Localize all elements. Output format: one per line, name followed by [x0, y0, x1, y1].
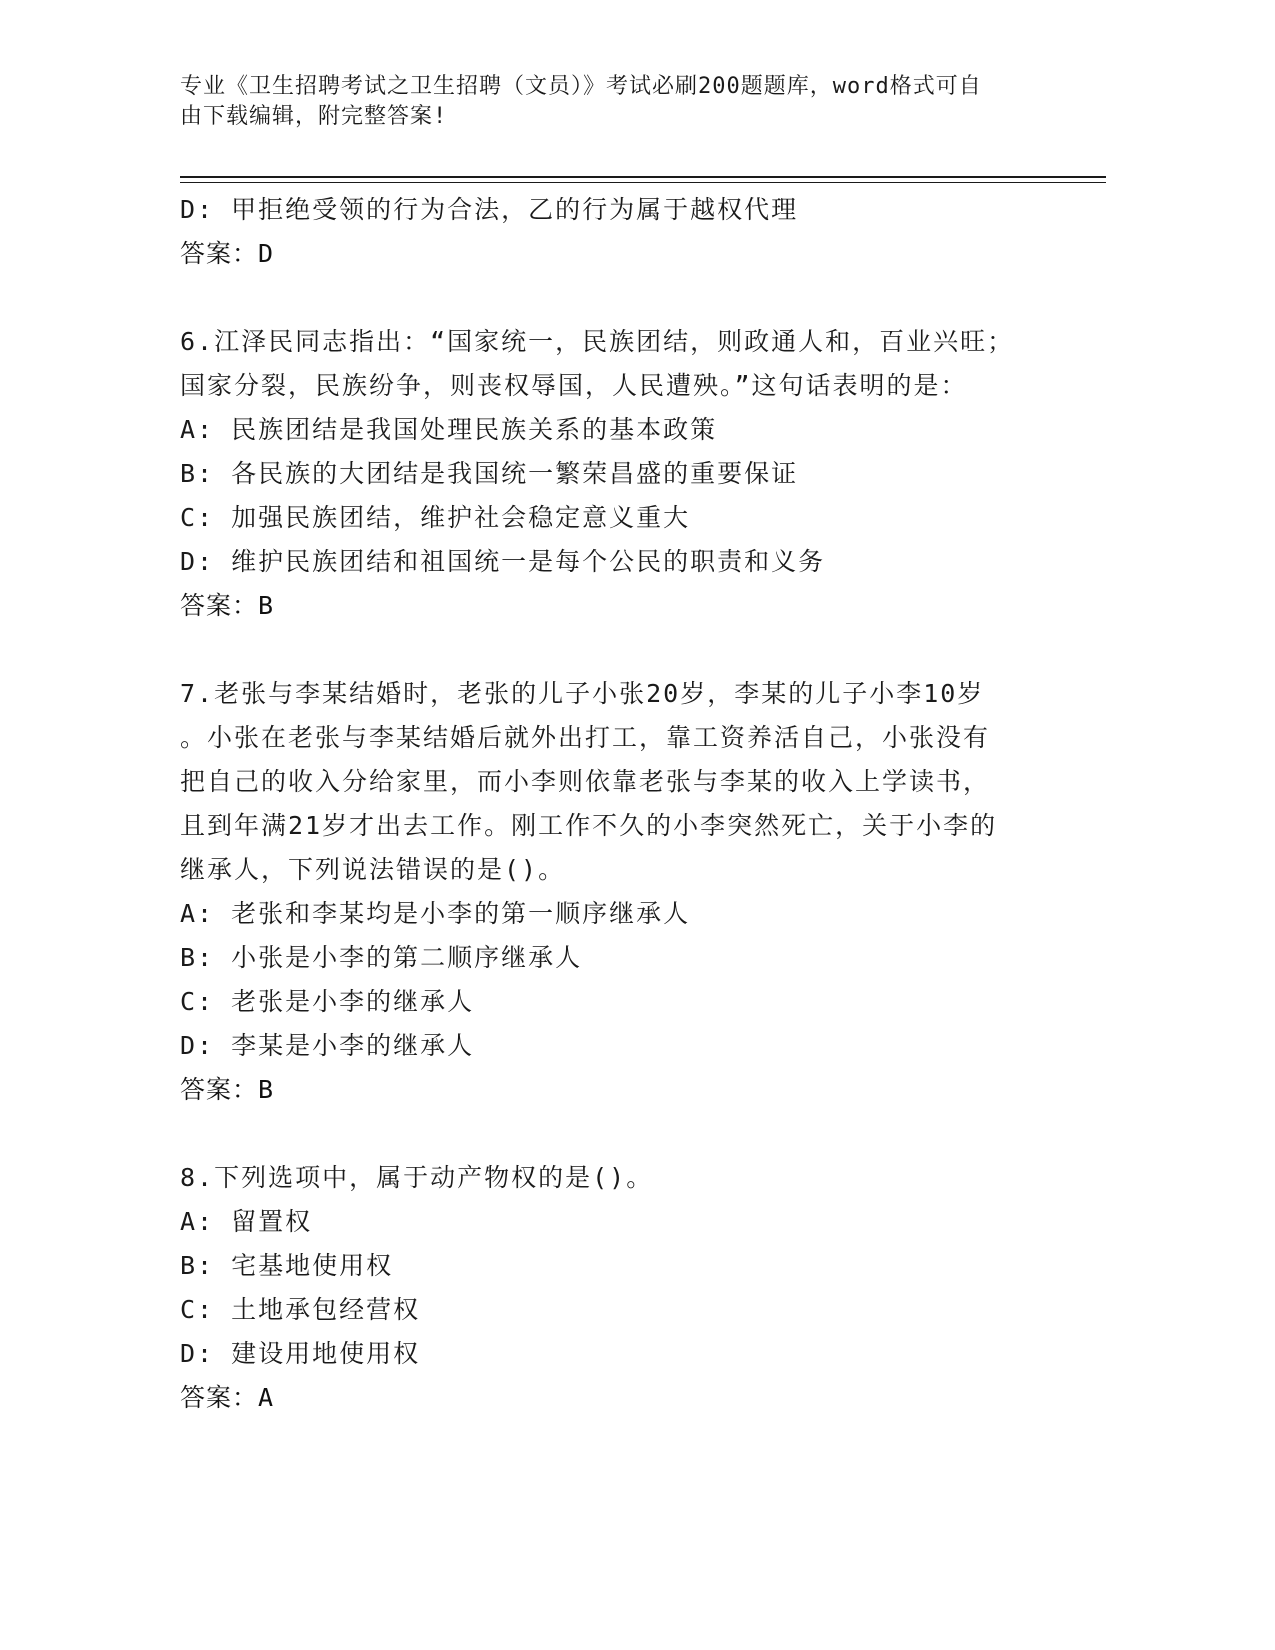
document-header — [180, 72, 1040, 132]
answer-line — [180, 1376, 1040, 1420]
answer-value: A — [258, 1383, 275, 1412]
option-c: C: 土地承包经营权 — [180, 1295, 421, 1324]
option-d: D: 维护民族团结和祖国统一是每个公民的职责和义务 — [180, 547, 826, 576]
question-text-line: 8.下列选项中，属于动产物权的是()。 — [180, 1163, 654, 1192]
option-b: B: 小张是小李的第二顺序继承人 — [180, 943, 583, 972]
question-text — [180, 1156, 1030, 1200]
option-b: B: 各民族的大团结是我国统一繁荣昌盛的重要保证 — [180, 459, 799, 488]
answer-value: D — [258, 239, 275, 268]
question-text-line: 。小张在老张与李某结婚后就外出打工，靠工资养活自己，小张没有 — [180, 723, 991, 752]
option-a: A: 民族团结是我国处理民族关系的基本政策 — [180, 415, 718, 444]
question-8 — [180, 1156, 1040, 1420]
question-text-line: 把自己的收入分给家里，而小李则依靠老张与李某的收入上学读书， — [180, 767, 991, 796]
question-text-line: 7.老张与李某结婚时，老张的儿子小张20岁，李某的儿子小李10岁 — [180, 679, 985, 708]
answer-line — [180, 1068, 1040, 1112]
answer-line — [180, 584, 1040, 628]
question-text — [180, 320, 1030, 408]
option-d: D: 甲拒绝受领的行为合法，乙的行为属于越权代理 — [180, 195, 799, 224]
option-a: A: 老张和李某均是小李的第一顺序继承人 — [180, 899, 691, 928]
question-text-line: 国家分裂，民族纷争，则丧权辱国，人民遭殃。”这句话表明的是： — [180, 371, 968, 400]
option-b: B: 宅基地使用权 — [180, 1251, 394, 1280]
answer-value: B — [258, 591, 275, 620]
option-a: A: 留置权 — [180, 1207, 313, 1236]
option-c: C: 老张是小李的继承人 — [180, 987, 475, 1016]
question-text-line: 6.江泽民同志指出：“国家统一，民族团结，则政通人和，百业兴旺； — [180, 327, 1015, 356]
question-list — [180, 188, 1040, 1420]
question-text — [180, 672, 1030, 892]
answer-label: 答案： — [180, 1075, 259, 1104]
answer-label: 答案： — [180, 1383, 259, 1412]
option-d: D: 建设用地使用权 — [180, 1339, 421, 1368]
header-title-line-1: 专业《卫生招聘考试之卫生招聘（文员）》考试必刷200题题库，word格式可自 — [180, 74, 982, 99]
answer-line — [180, 232, 1040, 276]
header-title-line-2: 由下载编辑，附完整答案! — [180, 104, 448, 129]
header-divider-thin — [180, 182, 1106, 183]
answer-label: 答案： — [180, 239, 259, 268]
question-7 — [180, 672, 1040, 1112]
question-text-line: 且到年满21岁才出去工作。刚工作不久的小李突然死亡，关于小李的 — [180, 811, 998, 840]
answer-label: 答案： — [180, 591, 259, 620]
option-c: C: 加强民族团结，维护社会稳定意义重大 — [180, 503, 691, 532]
header-divider-thick — [180, 176, 1106, 178]
question-text-line: 继承人，下列说法错误的是()。 — [180, 855, 566, 884]
question-6 — [180, 320, 1040, 628]
answer-value: B — [258, 1075, 275, 1104]
option-d: D: 李某是小李的继承人 — [180, 1031, 475, 1060]
question-5-tail — [180, 188, 1040, 276]
